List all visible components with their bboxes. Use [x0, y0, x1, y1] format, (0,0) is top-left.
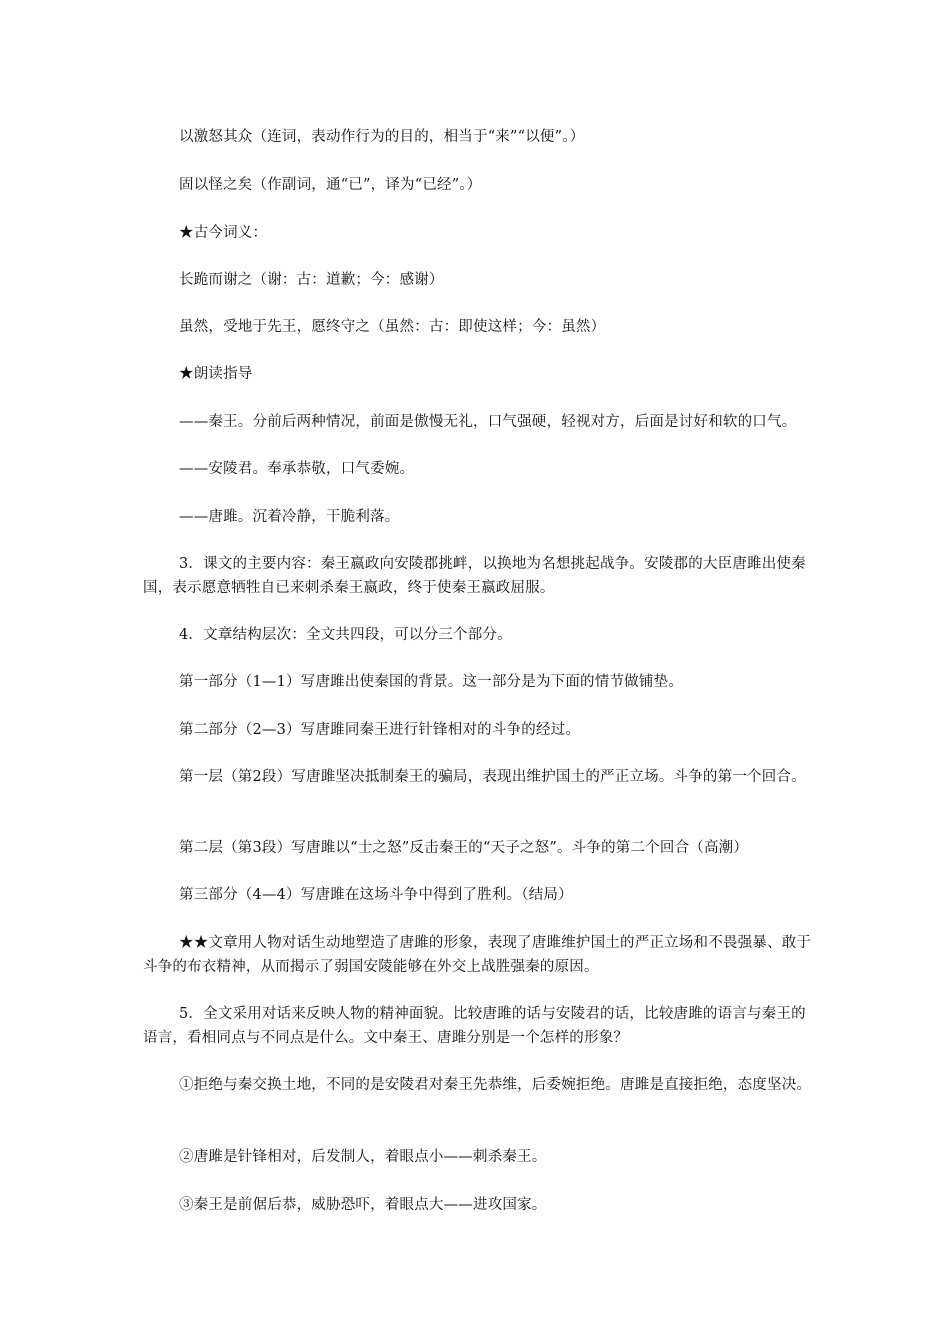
paragraph-structure: 4．文章结构层次：全文共四段，可以分三个部分。: [179, 627, 512, 643]
paragraph-4: 长跪而谢之（谢：古：道歉；今：感谢）: [179, 272, 444, 288]
paragraph-qin-king-reading: ——秦王。分前后两种情况，前面是傲慢无礼，口气强硬，轻视对方，后面是讨好和软的口气。: [179, 414, 797, 430]
paragraph-layer-one: 第一层（第2段）写唐雎坚决抵制秦王的骗局，表现出维护国土的严正立场。斗争的第一个回合。: [179, 769, 806, 785]
paragraph-summary: ★★文章用人物对话生动地塑造了唐雎的形象，表现了唐雎维护国土的严正立场和不畏强暴、敢于斗争的布衣精神，从而揭示了弱国安陵能够在外交上战胜强秦的原因。: [143, 935, 812, 975]
paragraph-point-1: ①拒绝与秦交换土地，不同的是安陵君对秦王先恭维，后委婉拒绝。唐雎是直接拒绝，态度坚决。: [179, 1077, 812, 1093]
paragraph-main-content: 3．课文的主要内容：秦王嬴政向安陵郡挑衅，以换地为名想挑起战争。安陵郡的大臣唐雎出使秦国，表示愿意牺牲自已来刺杀秦王嬴政，终于使秦王嬴政屈服。: [143, 556, 806, 596]
paragraph-part-two: 第二部分（2—3）写唐雎同秦王进行针锋相对的斗争的经过。: [179, 722, 581, 738]
paragraph-2: 固以怪之矣（作副词，通“已”，译为“已经”。）: [179, 177, 482, 193]
paragraph-anling-reading: ——安陵君。奉承恭敬，口气委婉。: [179, 461, 415, 477]
paragraph-reading-guide-heading: ★朗读指导: [179, 366, 253, 382]
paragraph-ancient-modern-heading: ★古今词义：: [179, 225, 268, 241]
paragraph-layer-two: 第二层（第3段）写唐雎以“士之怒”反击秦王的“天子之怒”。斗争的第二个回合（高潮）: [179, 840, 749, 856]
paragraph-part-three: 第三部分（4—4）写唐雎在这场斗争中得到了胜利。（结局）: [179, 887, 573, 903]
paragraph-point-3: ③秦王是前倨后恭，威胁恐吓，着眼点大——进攻国家。: [179, 1197, 547, 1213]
paragraph-point-2: ②唐雎是针锋相对，后发制人，着眼点小——刺杀秦王。: [179, 1149, 547, 1165]
paragraph-question-5: 5．全文采用对话来反映人物的精神面貌。比较唐雎的话与安陵君的话，比较唐雎的语言与秦王的语言，看相同点与不同点是什么。文中秦王、唐雎分别是一个怎样的形象？: [143, 1006, 806, 1046]
paragraph-part-one: 第一部分（1—1）写唐雎出使秦国的背景。这一部分是为下面的情节做铺垫。: [179, 674, 683, 690]
paragraph-tangju-reading: ——唐雎。沉着冷静，干脆利落。: [179, 509, 400, 525]
paragraph-5: 虽然，受地于先王，愿终守之（虽然：古：即使这样；今：虽然）: [179, 319, 606, 335]
paragraph-1: 以激怒其众（连词，表动作行为的目的，相当于“来”“以便”。）: [179, 129, 585, 145]
